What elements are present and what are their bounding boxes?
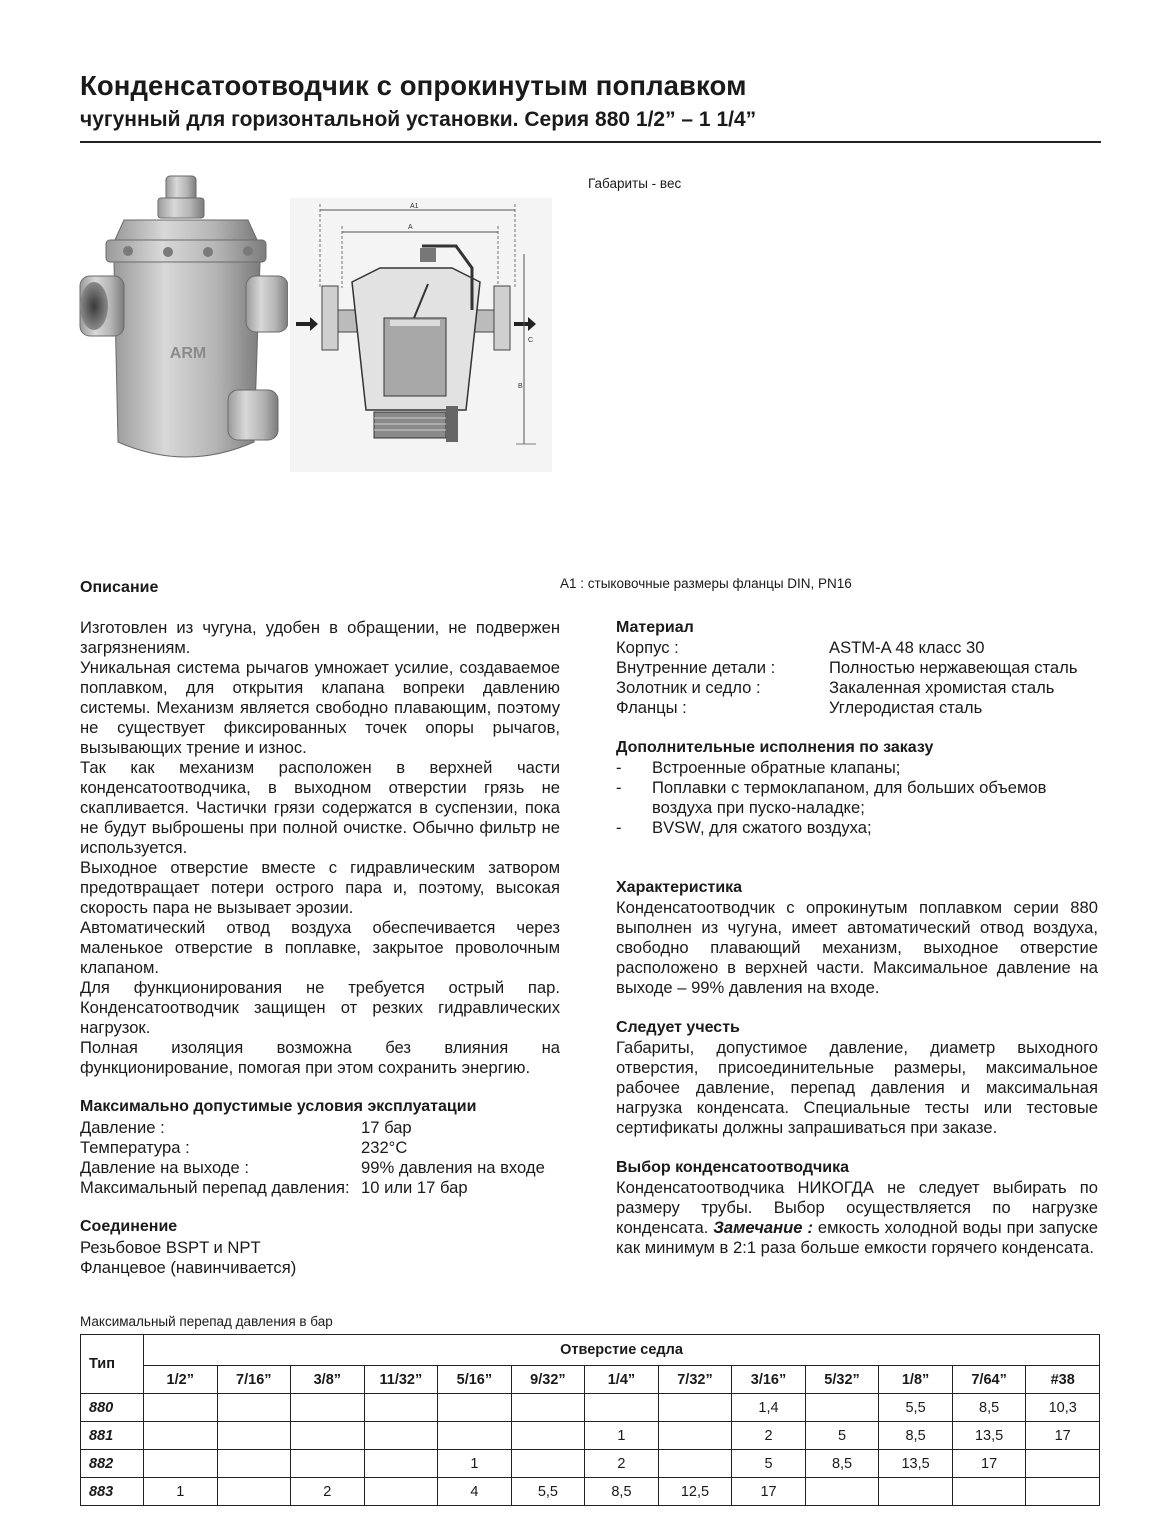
dim-a-label: A — [408, 224, 413, 231]
column-header: 7/16” — [217, 1366, 291, 1394]
bullet-dash: - — [616, 758, 622, 777]
option-item-continuation: воздуха при пуско-наладке; — [652, 798, 865, 817]
option-item: Встроенные обратные клапаны; — [652, 758, 901, 777]
column-header: 1/2” — [144, 1366, 218, 1394]
bullet-dash: - — [616, 818, 622, 837]
connection-line: Резьбовое BSPT и NPT — [80, 1238, 261, 1257]
table-caption: Максимальный перепад давления в бар — [80, 1314, 333, 1329]
description-body — [80, 618, 560, 1078]
table-cell — [1026, 1450, 1100, 1478]
material-label: Золотник и седло : — [616, 678, 761, 697]
option-item: BVSW, для сжатого воздуха; — [652, 818, 872, 837]
table-cell — [585, 1394, 659, 1422]
header-divider — [80, 141, 1101, 143]
table-cell: 17 — [732, 1478, 806, 1506]
material-value: ASTM-A 48 класс 30 — [829, 638, 985, 657]
table-cell: 13,5 — [879, 1450, 953, 1478]
column-header: 1/4” — [585, 1366, 659, 1394]
table-cell — [217, 1422, 291, 1450]
table-cell — [291, 1450, 365, 1478]
condition-value: 99% давления на входе — [361, 1158, 545, 1177]
column-header: 5/32” — [805, 1366, 879, 1394]
column-header: 3/8” — [291, 1366, 365, 1394]
pressure-table — [80, 1334, 1100, 1506]
characteristic-heading: Характеристика — [616, 879, 743, 896]
column-header: 3/16” — [732, 1366, 806, 1394]
description-heading: Описание — [80, 579, 159, 596]
table-cell — [144, 1450, 218, 1478]
table-cell: 5,5 — [511, 1478, 585, 1506]
table-row — [81, 1450, 1100, 1478]
condition-value: 10 или 17 бар — [361, 1178, 468, 1197]
table-cell: 17 — [952, 1450, 1026, 1478]
table-cell — [952, 1478, 1026, 1506]
table-cell — [805, 1394, 879, 1422]
table-header-row — [81, 1335, 1100, 1366]
column-header: 1/8” — [879, 1366, 953, 1394]
dim-c-label: C — [528, 337, 534, 344]
connection-heading: Соединение — [80, 1218, 178, 1235]
selection-heading: Выбор конденсатоотводчика — [616, 1159, 850, 1176]
table-cell: 5 — [732, 1450, 806, 1478]
condition-value: 17 бар — [361, 1118, 412, 1137]
table-cell: 8,5 — [805, 1450, 879, 1478]
table-row — [81, 1478, 1100, 1506]
material-value: Полностью нержавеющая сталь — [829, 658, 1078, 677]
table-cell — [511, 1394, 585, 1422]
table-cell — [805, 1478, 879, 1506]
material-label: Корпус : — [616, 638, 679, 657]
column-header: 11/32” — [364, 1366, 438, 1394]
selection-text-part: емкость холодной воды при запуске как минимум в 2:1 раза больше емкости горячего конденсата. — [616, 1218, 1098, 1257]
condition-label: Давление : — [80, 1118, 165, 1137]
table-column-row — [81, 1366, 1100, 1394]
table-cell — [364, 1422, 438, 1450]
type-header: Тип — [81, 1335, 144, 1394]
description-paragraph: Уникальная система рычагов умножает усилие, создаваемое поплавком, для открытия клапана вопреки давлению системы. Механизм является свободно плавающим, поэтому не существует фиксированных точек опоры рычагов, вызывающих трение и износ. — [80, 658, 560, 757]
description-paragraph: Так как механизм расположен в верхней части конденсатоотводчика, в выходном отверстии грязь не скапливается. Частички грязи содержатся в суспензии, пока не будут выброшены при полной очистке. Обычно фильтр не используется. — [80, 758, 560, 857]
connection-line: Фланцевое (навинчивается) — [80, 1258, 297, 1277]
consider-heading: Следует учесть — [616, 1019, 740, 1036]
table-cell — [364, 1478, 438, 1506]
type-cell: 880 — [81, 1394, 144, 1422]
table-cell — [438, 1394, 512, 1422]
characteristic-text: Конденсатоотводчик с опрокинутым поплавком серии 880 выполнен из чугуна, имеет автоматический отвод воздуха, свободно плавающий механизм, выходное отверстие расположено в верхней части. Максимальное давление на выходе – 99% давления на входе. — [616, 898, 1098, 997]
dim-b-label: B — [518, 383, 523, 390]
table-cell — [291, 1394, 365, 1422]
group-header: Отверстие седла — [144, 1335, 1100, 1366]
table-cell: 5 — [805, 1422, 879, 1450]
conditions-heading: Максимально допустимые условия эксплуатации — [80, 1098, 477, 1115]
material-heading: Материал — [616, 619, 694, 636]
table-cell — [658, 1394, 732, 1422]
description-paragraph: Полная изоляция возможна без влияния на функционирование, помогая при этом сохранить энергию. — [80, 1038, 560, 1077]
table-cell: 2 — [732, 1422, 806, 1450]
table-cell — [511, 1450, 585, 1478]
material-label: Фланцы : — [616, 698, 687, 717]
table-cell: 5,5 — [879, 1394, 953, 1422]
technical-drawing — [290, 198, 552, 472]
dim-a1-label: A1 — [410, 203, 419, 210]
table-cell — [144, 1422, 218, 1450]
table-cell — [511, 1422, 585, 1450]
table-cell — [364, 1394, 438, 1422]
table-cell — [1026, 1478, 1100, 1506]
condition-label: Давление на выходе : — [80, 1158, 249, 1177]
svg-text:ARM: ARM — [169, 345, 207, 362]
table-row — [81, 1422, 1100, 1450]
table-cell: 1 — [585, 1422, 659, 1450]
description-paragraph: Для функционирования не требуется острый пар. Конденсатоотводчик защищен от резких гидравлических нагрузок. — [80, 978, 560, 1037]
table-cell: 8,5 — [952, 1394, 1026, 1422]
table-cell: 2 — [291, 1478, 365, 1506]
column-header: 7/64” — [952, 1366, 1026, 1394]
selection-text — [616, 1178, 1098, 1258]
table-cell — [364, 1450, 438, 1478]
page-title: Конденсатоотводчик с опрокинутым поплавком — [80, 70, 747, 101]
type-cell: 883 — [81, 1478, 144, 1506]
type-cell: 882 — [81, 1450, 144, 1478]
table-cell: 1 — [438, 1450, 512, 1478]
flange-note: A1 : стыковочные размеры фланцы DIN, PN16 — [560, 576, 852, 591]
condition-label: Температура : — [80, 1138, 190, 1157]
table-cell: 2 — [585, 1450, 659, 1478]
table-cell — [291, 1422, 365, 1450]
table-cell — [658, 1422, 732, 1450]
bullet-dash: - — [616, 778, 622, 797]
table-cell — [217, 1478, 291, 1506]
table-cell — [144, 1394, 218, 1422]
description-paragraph: Автоматический отвод воздуха обеспечивается через маленькое отверстие в поплавке, закрытое проволочным клапаном. — [80, 918, 560, 977]
selection-text-part: Конденсатоотводчика НИКОГДА не следует выбирать по размеру трубы. Выбор осуществляется по нагрузке конденсата. — [616, 1178, 1098, 1237]
column-header: 5/16” — [438, 1366, 512, 1394]
product-photo — [78, 172, 288, 472]
table-cell: 1 — [144, 1478, 218, 1506]
table-cell: 10,3 — [1026, 1394, 1100, 1422]
table-row — [81, 1394, 1100, 1422]
material-value: Углеродистая сталь — [829, 698, 983, 717]
column-header: #38 — [1026, 1366, 1100, 1394]
material-value: Закаленная хромистая сталь — [829, 678, 1055, 697]
table-cell: 12,5 — [658, 1478, 732, 1506]
dimensions-weight-label: Габариты - вес — [588, 176, 682, 191]
condition-label: Максимальный перепад давления: — [80, 1178, 350, 1197]
material-label: Внутренние детали : — [616, 658, 776, 677]
column-header: 9/32” — [511, 1366, 585, 1394]
table-cell: 17 — [1026, 1422, 1100, 1450]
table-cell — [217, 1394, 291, 1422]
type-cell: 881 — [81, 1422, 144, 1450]
table-cell: 8,5 — [585, 1478, 659, 1506]
note-label: Замечание : — [713, 1218, 813, 1237]
options-heading: Дополнительные исполнения по заказу — [616, 739, 934, 756]
table-cell — [658, 1450, 732, 1478]
table-cell — [438, 1422, 512, 1450]
table-cell: 4 — [438, 1478, 512, 1506]
table-cell: 1,4 — [732, 1394, 806, 1422]
page-subtitle: чугунный для горизонтальной установки. Серия 880 1/2” – 1 1/4” — [80, 108, 757, 131]
consider-text: Габариты, допустимое давление, диаметр выходного отверстия, присоединительные размеры, максимальное рабочее давление, перепад давления и максимальная нагрузка конденсата. Специальные тесты или тестовые сертификаты должны запрашиваться при заказе. — [616, 1038, 1098, 1137]
table-cell — [217, 1450, 291, 1478]
description-paragraph: Выходное отверстие вместе с гидравлическим затвором предотвращает потери острого пара и, поэтому, высокая скорость пара не вызывает эрозии. — [80, 858, 560, 917]
condition-value: 232°C — [361, 1138, 408, 1157]
option-item: Поплавки с термоклапаном, для больших объемов — [652, 778, 1047, 797]
column-header: 7/32” — [658, 1366, 732, 1394]
table-cell — [879, 1478, 953, 1506]
table-cell: 8,5 — [879, 1422, 953, 1450]
table-cell: 13,5 — [952, 1422, 1026, 1450]
description-paragraph: Изготовлен из чугуна, удобен в обращении, не подвержен загрязнениям. — [80, 618, 560, 657]
